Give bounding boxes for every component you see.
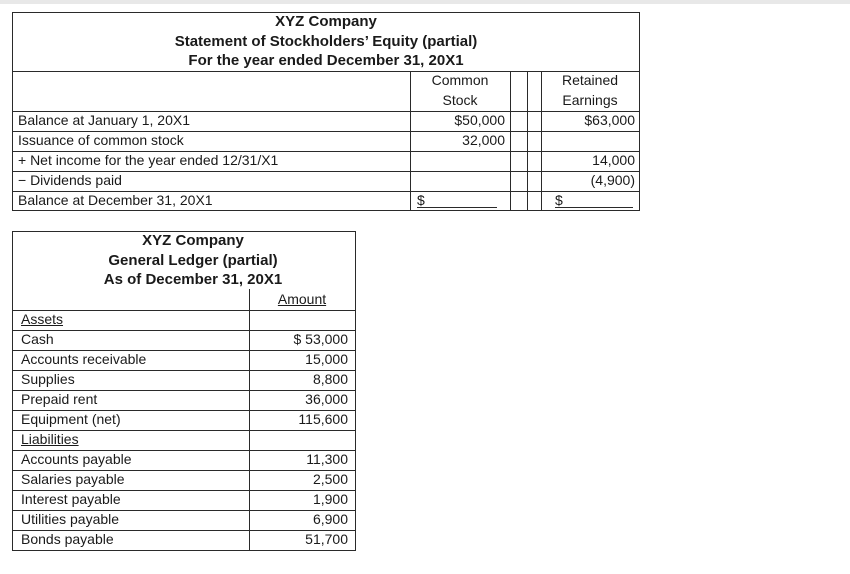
ledger-row-amount: 15,000	[305, 351, 348, 367]
equity-row-common: $50,000	[454, 112, 505, 128]
equity-row-label: Balance at December 31, 20X1	[18, 192, 213, 208]
equity-row-label: + Net income for the year ended 12/31/X1	[18, 152, 279, 168]
ledger-company-title: XYZ Company	[142, 232, 244, 249]
equity-statement-table	[12, 12, 640, 211]
equity-row-label: Balance at January 1, 20X1	[18, 112, 191, 128]
retained-earnings-header-line2: Earnings	[562, 92, 618, 108]
ledger-row-amount: 11,300	[306, 451, 348, 467]
top-divider	[0, 0, 850, 4]
ending-common-answer-line	[417, 207, 497, 208]
ending-retained-dollar: $	[555, 192, 563, 208]
ledger-row-label: Equipment (net)	[21, 411, 121, 427]
ledger-row-label: Utilities payable	[21, 511, 120, 527]
ledger-row-amount: 115,600	[298, 411, 348, 427]
ledger-row-label: Supplies	[21, 371, 75, 387]
equity-col-rule	[510, 71, 511, 210]
equity-col-rule	[527, 71, 528, 210]
ledger-row-amount: 6,900	[312, 511, 348, 527]
ledger-row-label: Accounts receivable	[21, 351, 147, 367]
common-stock-header-line2: Stock	[442, 92, 478, 108]
ledger-row-amount: 2,500	[312, 471, 348, 487]
ledger-row-amount: 51,700	[305, 531, 348, 547]
ledger-row-label: Bonds payable	[21, 531, 114, 547]
equity-row-retained: 14,000	[592, 152, 635, 168]
ending-common-dollar: $	[417, 192, 425, 208]
ledger-row-amount: 1,900	[312, 491, 348, 507]
ledger-row-amount: $ 53,000	[293, 331, 348, 347]
ledger-section-heading: Liabilities	[21, 431, 79, 447]
ledger-row-label: Prepaid rent	[21, 391, 98, 407]
ledger-asof-title: As of December 31, 20X1	[103, 271, 283, 288]
equity-row-label: Issuance of common stock	[18, 132, 184, 148]
common-stock-header-line1: Common	[431, 72, 489, 88]
ledger-header-rule	[13, 310, 355, 311]
ledger-row-label: Interest payable	[21, 491, 121, 507]
retained-earnings-header-line1: Retained	[561, 72, 619, 88]
equity-period-title: For the year ended December 31, 20X1	[188, 52, 464, 69]
equity-row-retained: $63,000	[584, 112, 635, 128]
equity-row-retained: (4,900)	[590, 172, 635, 188]
equity-company-title: XYZ Company	[275, 13, 377, 30]
amount-header: Amount	[277, 291, 327, 307]
equity-statement-title: Statement of Stockholders’ Equity (partial)	[174, 33, 478, 50]
ledger-row-amount: 8,800	[312, 371, 348, 387]
ledger-row-label: Salaries payable	[21, 471, 125, 487]
ending-retained-answer-line	[555, 207, 633, 208]
ledger-row-label: Accounts payable	[21, 451, 132, 467]
equity-row-common: 32,000	[462, 132, 505, 148]
ledger-row-amount: 36,000	[305, 391, 348, 407]
ledger-row-label: Cash	[21, 331, 54, 347]
ledger-title: General Ledger (partial)	[108, 252, 278, 269]
ledger-section-heading: Assets	[21, 311, 64, 327]
general-ledger-table	[12, 231, 356, 551]
equity-row-label: − Dividends paid	[18, 172, 122, 188]
